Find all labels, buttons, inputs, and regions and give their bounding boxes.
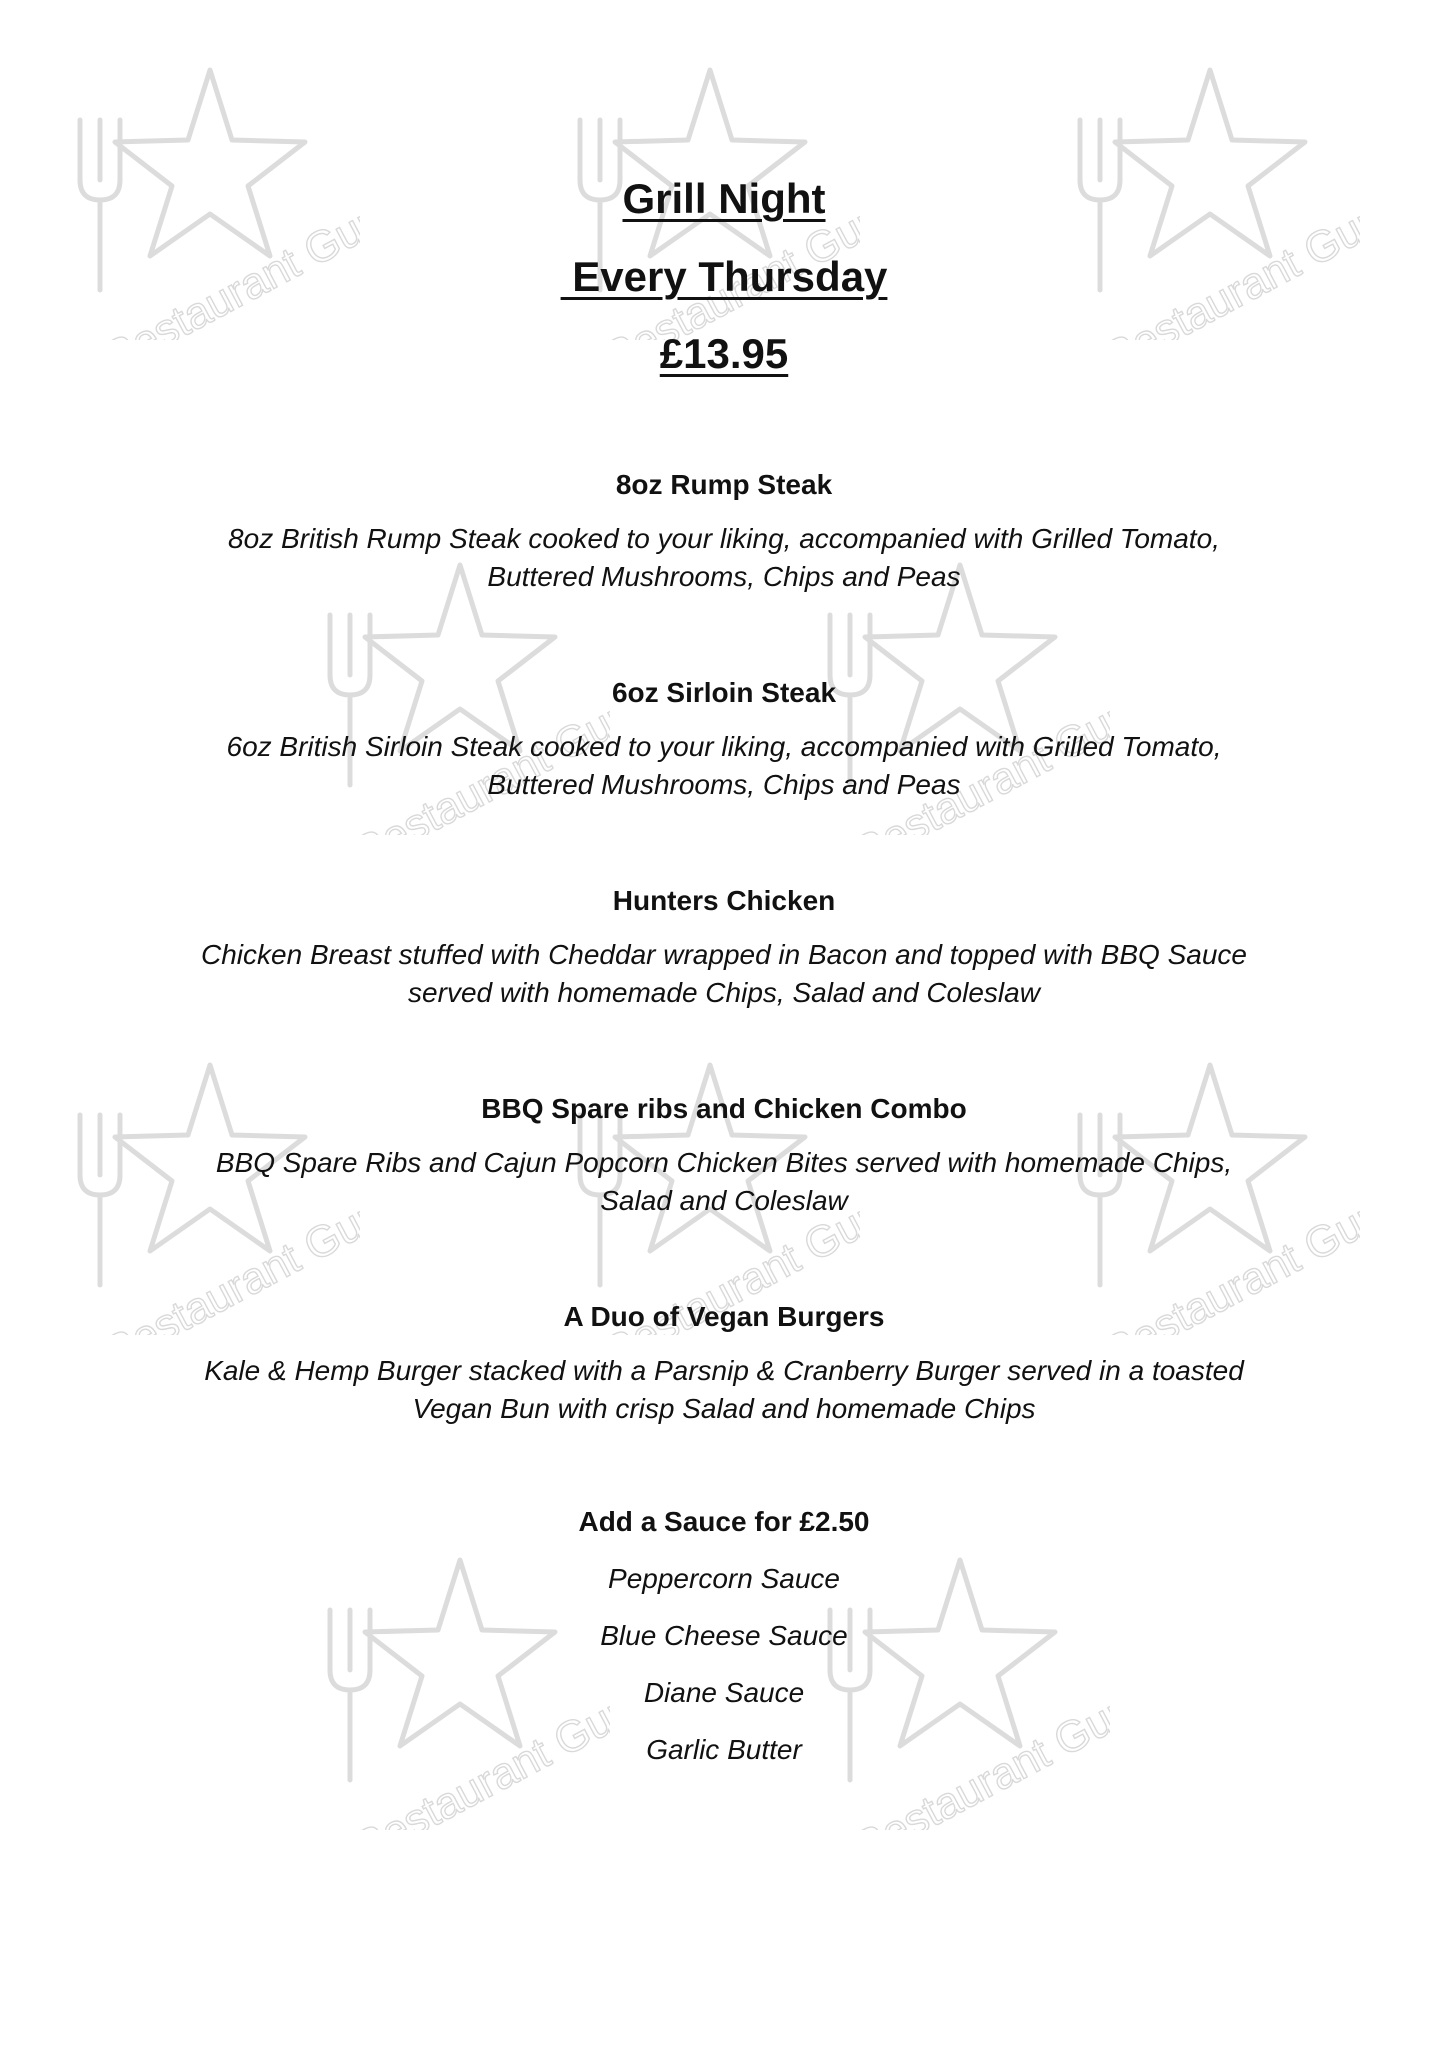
description-line: 6oz British Sirloin Steak cooked to your liking, accompanied with Grilled Tomato,	[226, 731, 1222, 762]
menu-item-name: 8oz Rump Steak	[615, 469, 833, 500]
sauce-option: Blue Cheese Sauce	[600, 1620, 848, 1651]
menu-title: Grill Night	[622, 175, 826, 222]
description-line: served with homemade Chips, Salad and Coleslaw	[408, 977, 1040, 1008]
watermark-text: Restaurant Guru	[845, 681, 1110, 835]
description-line: Buttered Mushrooms, Chips and Peas	[487, 769, 961, 800]
menu-price: £13.95	[659, 330, 789, 377]
menu-item-description	[0, 936, 1448, 1012]
description-line: BBQ Spare Ribs and Cajun Popcorn Chicken Bites served with homemade Chips,	[215, 1147, 1233, 1178]
menu-item	[0, 676, 1448, 804]
menu-item	[0, 1300, 1448, 1428]
sauce-option: Diane Sauce	[643, 1677, 805, 1708]
watermark-text: Restaurant Guru	[345, 681, 610, 835]
sauce-option: Peppercorn Sauce	[608, 1563, 840, 1594]
menu-item	[0, 1092, 1448, 1220]
sauce-section	[0, 1505, 1448, 1767]
menu-item-description	[0, 1144, 1448, 1220]
watermark-text: Restaurant Guru	[345, 1676, 610, 1830]
description-line: Salad and Coleslaw	[600, 1185, 848, 1216]
description-line: Vegan Bun with crisp Salad and homemade Chips	[412, 1393, 1036, 1424]
description-line: Buttered Mushrooms, Chips and Peas	[487, 561, 961, 592]
watermark-text: Restaurant Guru	[595, 1181, 860, 1335]
menu-item-name: Hunters Chicken	[612, 885, 836, 916]
menu-item-description	[0, 1352, 1448, 1428]
menu-item-name: BBQ Spare ribs and Chicken Combo	[481, 1093, 967, 1124]
watermark-text: Restaurant Guru	[1095, 1181, 1360, 1335]
menu-item	[0, 884, 1448, 1012]
sauce-option: Garlic Butter	[646, 1734, 802, 1765]
watermark-text: Restaurant Guru	[1095, 186, 1360, 340]
description-line: 8oz British Rump Steak cooked to your liking, accompanied with Grilled Tomato,	[228, 523, 1220, 554]
watermark-text: Restaurant Guru	[595, 186, 860, 340]
watermark-text: Restaurant Guru	[95, 1181, 360, 1335]
description-line: Kale & Hemp Burger stacked with a Parsnip & Cranberry Burger served in a toasted	[204, 1355, 1244, 1386]
watermark-text: Restaurant Guru	[95, 186, 360, 340]
menu-item	[0, 468, 1448, 596]
watermark-text: Restaurant Guru	[845, 1676, 1110, 1830]
description-line: Chicken Breast stuffed with Cheddar wrapped in Bacon and topped with BBQ Sauce	[201, 939, 1247, 970]
menu-subtitle: Every Thursday	[560, 253, 888, 300]
sauce-section-title: Add a Sauce for £2.50	[578, 1506, 870, 1537]
menu-item-name: A Duo of Vegan Burgers	[563, 1301, 885, 1332]
menu-item-description	[0, 728, 1448, 804]
menu-item-description	[0, 520, 1448, 596]
menu-item-name: 6oz Sirloin Steak	[611, 677, 837, 708]
